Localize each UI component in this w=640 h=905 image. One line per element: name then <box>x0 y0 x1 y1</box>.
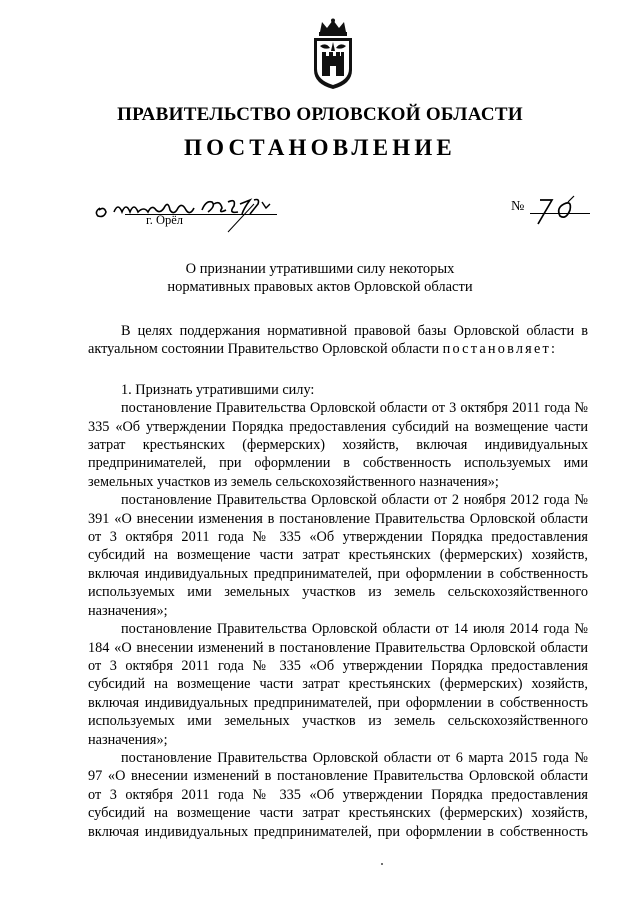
document-body <box>88 322 588 841</box>
coat-of-arms-icon <box>308 18 358 90</box>
document-type-title: ПОСТАНОВЛЕНИЕ <box>184 135 456 160</box>
repealed-act-1: постановление Правительства Орловской области от 3 октября 2011 года № 335 «Об утверждении Порядка предоставления субсидий на возмещение части затрат крестьянских (фермерских) хозяйств, включая индивидуальных предпринимателей, при оформлении в собственность используемых ими земельных участков из земель сельскохозяйственного назначения»; <box>88 400 588 490</box>
subject-line-1: О признании утратившими силу некоторых <box>185 261 455 277</box>
pen-stroke <box>226 202 256 234</box>
repealed-act-3: постановление Правительства Орловской области от 14 июля 2014 года № 184 «О внесении изменений в постановление Правительства Орловской области от 3 октября 2011 года № 335 «Об утверждении Порядка предоставления субсидий на возмещение части затрат крестьянских (фермерских) хозяйств, включая индивидуальных предпринимателей, при оформлении в собственность используемых ими земельных участков из земель сельскохозяйственного назначения»; <box>88 621 588 748</box>
number-underline <box>530 213 590 214</box>
scan-speck <box>381 863 383 865</box>
repealed-act-2: постановление Правительства Орловской области от 2 ноября 2012 года № 391 «О внесении изменения в постановление Правительства Орловской области от 3 октября 2011 года № 335 «Об утверждении Порядка предоставления субсидий на возмещение части затрат крестьянских (фермерских) хозяйств, включая индивидуальных предпринимателей, при оформлении в собственность используемых ими земельных участков из земель сельскохозяйственного назначения»; <box>88 492 588 619</box>
number-label: № <box>511 199 525 214</box>
government-title: ПРАВИТЕЛЬСТВО ОРЛОВСКОЙ ОБЛАСТИ <box>117 104 523 125</box>
decree-word: постановляет: <box>442 341 558 358</box>
preamble-paragraph <box>88 322 588 359</box>
item-1-heading: 1. Признать утратившими силу: <box>121 381 315 398</box>
document-subject <box>0 260 640 296</box>
handwritten-number <box>534 188 594 228</box>
repealed-act-4: постановление Правительства Орловской области от 6 марта 2015 года № 97 «О внесении изменений в постановление Правительства Орловской области от 3 октября 2011 года № 335 «Об утверждении Порядка предоставления субсидий на возмещение части затрат крестьянских (фермерских) хозяйств, включая индивидуальных предпринимателей, при оформлении в собственность <box>88 749 588 840</box>
subject-line-2: нормативных правовых актов Орловской области <box>167 279 473 295</box>
preamble-text: В целях поддержания нормативной правовой базы Орловской области в актуальном состоянии Правительство Орловской области <box>88 323 588 358</box>
city-label: г. Орёл <box>146 213 184 227</box>
